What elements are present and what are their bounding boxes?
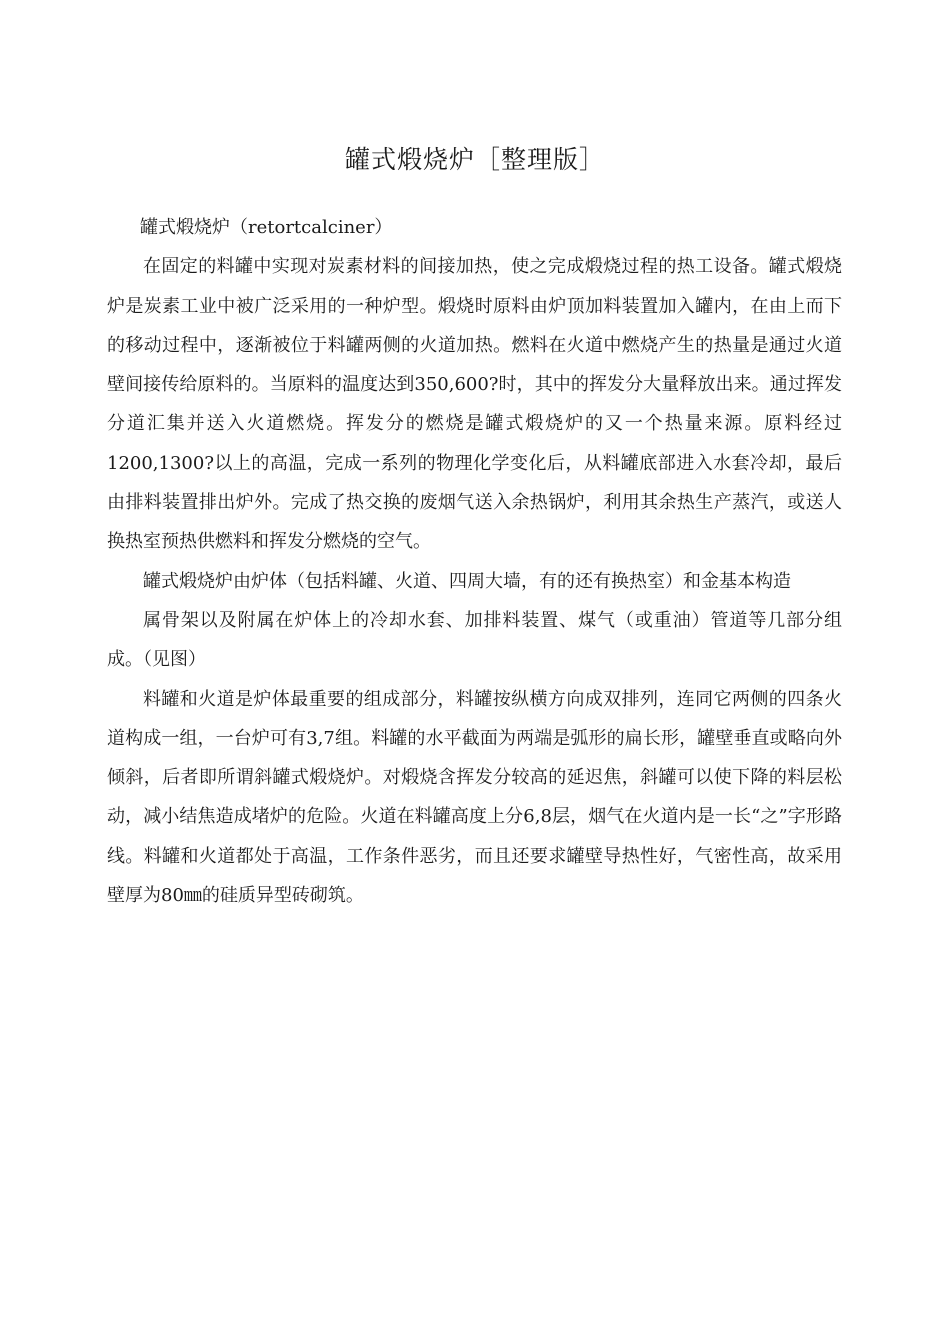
document-body <box>107 208 842 915</box>
paragraph-definition: 在固定的料罐中实现对炭素材料的间接加热，使之完成煅烧过程的热工设备。罐式煅烧炉是炭素工业中被广泛采用的一种炉型。煅烧时原料由炉顶加料装置加入罐内，在由上而下的移动过程中，逐渐被位于料罐两侧的火道加热。燃料在火道中燃烧产生的热量是通过火道壁间接传给原料的。当原料的温度达到350,600?时，其中的挥发分大量释放出来。通过挥发分道汇集并送入火道燃烧。挥发分的燃烧是罐式煅烧炉的又一个热量来源。原料经过1200,1300?以上的高温，完成一系列的物理化学变化后，从料罐底部进入水套冷却，最后由排料装置排出炉外。完成了热交换的废烟气送入余热锅炉，利用其余热生产蒸汽，或送人换热室预热供燃料和挥发分燃烧的空气。 <box>107 256 842 553</box>
paragraph-retorts-flues: 料罐和火道是炉体最重要的组成部分，料罐按纵横方向成双排列，连同它两侧的四条火道构成一组，一台炉可有3,7组。料罐的水平截面为两端是弧形的扁长形，罐壁垂直或略向外倾斜，后者即所谓斜罐式煅烧炉。对煅烧含挥发分较高的延迟焦，斜罐可以使下降的料层松动，减小结焦造成堵炉的危险。火道在料罐高度上分6,8层，烟气在火道内是一长“之”字形路线。料罐和火道都处于高温，工作条件恶劣，而且还要求罐壁导热性好，气密性高，故采用壁厚为80㎜的硅质异型砖砌筑。 <box>107 688 842 907</box>
paragraph-subtitle: 罐式煅烧炉（retortcalciner） <box>140 217 393 238</box>
paragraph-structure: 罐式煅烧炉由炉体（包括料罐、火道、四周大墙，有的还有换热室）和金基本构造 <box>143 570 791 592</box>
document-title: 罐式煅烧炉［整理版］ <box>344 145 605 174</box>
paragraph-components: 属骨架以及附属在炉体上的冷却水套、加排料装置、煤气（或重油）管道等几部分组成。（见图） <box>107 609 842 671</box>
